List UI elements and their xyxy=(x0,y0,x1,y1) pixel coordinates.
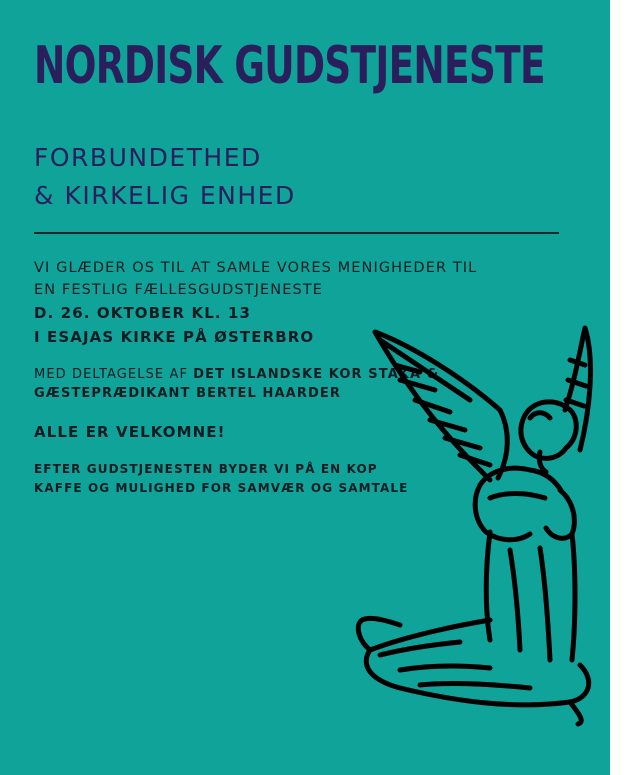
welcome-text: ALLE ER VELKOMNE! xyxy=(34,423,226,441)
event-date: D. 26. OKTOBER KL. 13 xyxy=(34,304,252,322)
kneeling-angel-icon xyxy=(340,320,610,730)
poster-title: NORDISK GUDSTJENESTE xyxy=(34,36,545,96)
divider-rule xyxy=(34,232,559,234)
intro-line-2: EN FESTLIG FÆLLESGUDSTJENESTE xyxy=(34,282,324,298)
participation-line-2: GÆSTEPRÆDIKANT BERTEL HAARDER xyxy=(34,386,341,401)
after-service-line-2: KAFFE OG MULIGHED FOR SAMVÆR OG SAMTALE xyxy=(34,481,409,495)
event-location: I ESAJAS KIRKE PÅ ØSTERBRO xyxy=(34,328,315,346)
after-service-line-1: EFTER GUDSTJENESTEN BYDER VI PÅ EN KOP xyxy=(34,462,378,476)
participation-prefix: MED DELTAGELSE AF xyxy=(34,367,194,382)
participation-choir: DET ISLANDSKE KOR STAKA & xyxy=(193,367,440,382)
poster-subtitle-line2: & KIRKELIG ENHED xyxy=(34,181,296,210)
poster-subtitle-line1: FORBUNDETHED xyxy=(34,143,262,172)
intro-line-1: VI GLÆDER OS TIL AT SAMLE VORES MENIGHEDER TIL xyxy=(34,260,478,276)
